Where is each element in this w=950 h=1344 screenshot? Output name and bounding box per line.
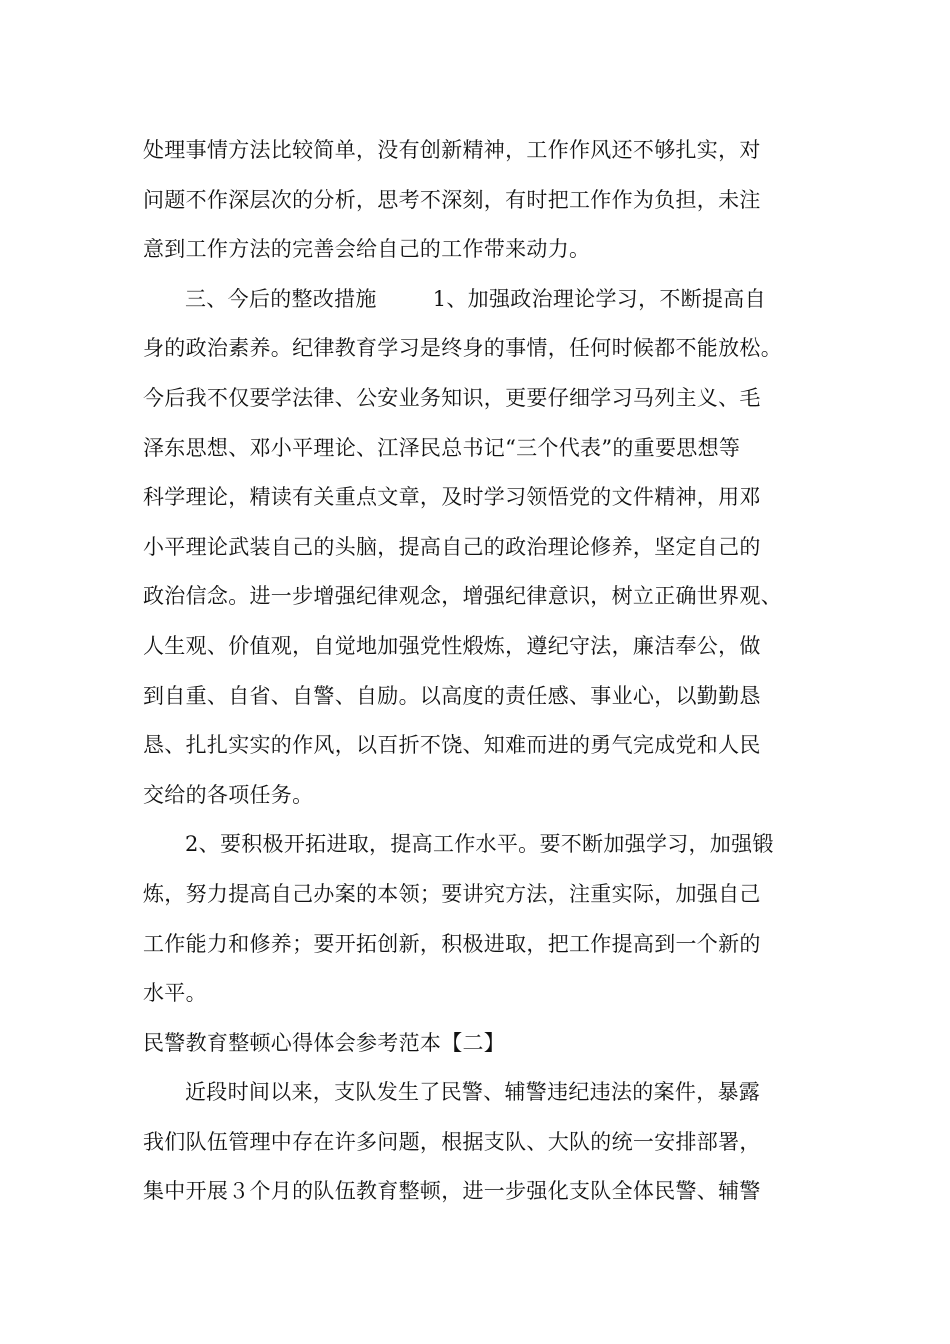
paragraph-2-line-8: 人生观、价值观，自觉地加强党性煅炼，遵纪守法，廉洁奉公，做 xyxy=(143,633,761,658)
paragraph-4-line-3: 集中开展３个月的队伍教育整顿，进一步强化支队全体民警、辅警 xyxy=(143,1179,761,1204)
paragraph-2-line-6: 小平理论武装自己的头脑，提高自己的政治理论修养，坚定自己的 xyxy=(143,534,761,559)
paragraph-3-line-2: 炼，努力提高自己办案的本领；要讲究方法，注重实际，加强自己 xyxy=(143,881,761,906)
paragraph-4-line-1: 近段时间以来，支队发生了民警、辅警违纪违法的案件，暴露 xyxy=(185,1080,761,1105)
paragraph-3-line-4: 水平。 xyxy=(143,981,207,1006)
paragraph-2-line-2: 身的政治素养。纪律教育学习是终身的事情，任何时候都不能放松。 xyxy=(143,336,782,361)
section-label: 三、今后的整改措施 xyxy=(185,286,377,311)
paragraph-1-line-3: 意到工作方法的完善会给自己的工作带来动力。 xyxy=(143,237,591,262)
document-body xyxy=(143,126,815,1217)
paragraph-2-line-5: 科学理论，精读有关重点文章，及时学习领悟党的文件精神，用邓 xyxy=(143,485,761,510)
paragraph-3-line-3: 工作能力和修养；要开拓创新，积极进取，把工作提高到一个新的 xyxy=(143,931,761,956)
paragraph-2-line-9: 到自重、自省、自警、自励。以高度的责任感、事业心，以勤勤恳 xyxy=(143,683,761,708)
paragraph-2-line-1-rest: 1、加强政治理论学习，不断提高自 xyxy=(432,286,766,311)
paragraph-2-line-11: 交给的各项任务。 xyxy=(143,782,314,807)
paragraph-2-line-4: 泽东思想、邓小平理论、江泽民总书记“三个代表”的重要思想等 xyxy=(143,435,741,460)
paragraph-3-line-1: 2、要积极开拓进取，提高工作水平。要不断加强学习，加强锻 xyxy=(185,832,774,857)
section-heading: 民警教育整顿心得体会参考范本【二】 xyxy=(143,1030,506,1055)
paragraph-2-line-7: 政治信念。进一步增强纪律观念，增强纪律意识，树立正确世界观、 xyxy=(143,584,782,609)
paragraph-4-line-2: 我们队伍管理中存在许多问题，根据支队、大队的统一安排部署， xyxy=(143,1129,761,1154)
paragraph-1-line-1: 处理事情方法比较简单，没有创新精神，工作作风还不够扎实，对 xyxy=(143,138,761,162)
paragraph-2-line-10: 恳、扎扎实实的作风，以百折不饶、知难而进的勇气完成党和人民 xyxy=(143,733,761,758)
paragraph-2-line-3: 今后我不仅要学法律、公安业务知识，更要仔细学习马列主义、毛 xyxy=(143,385,761,410)
paragraph-2-line-1 xyxy=(143,275,815,325)
paragraph-1-line-2: 问题不作深层次的分析，思考不深刻，有时把工作作为负担，未注 xyxy=(143,187,761,212)
